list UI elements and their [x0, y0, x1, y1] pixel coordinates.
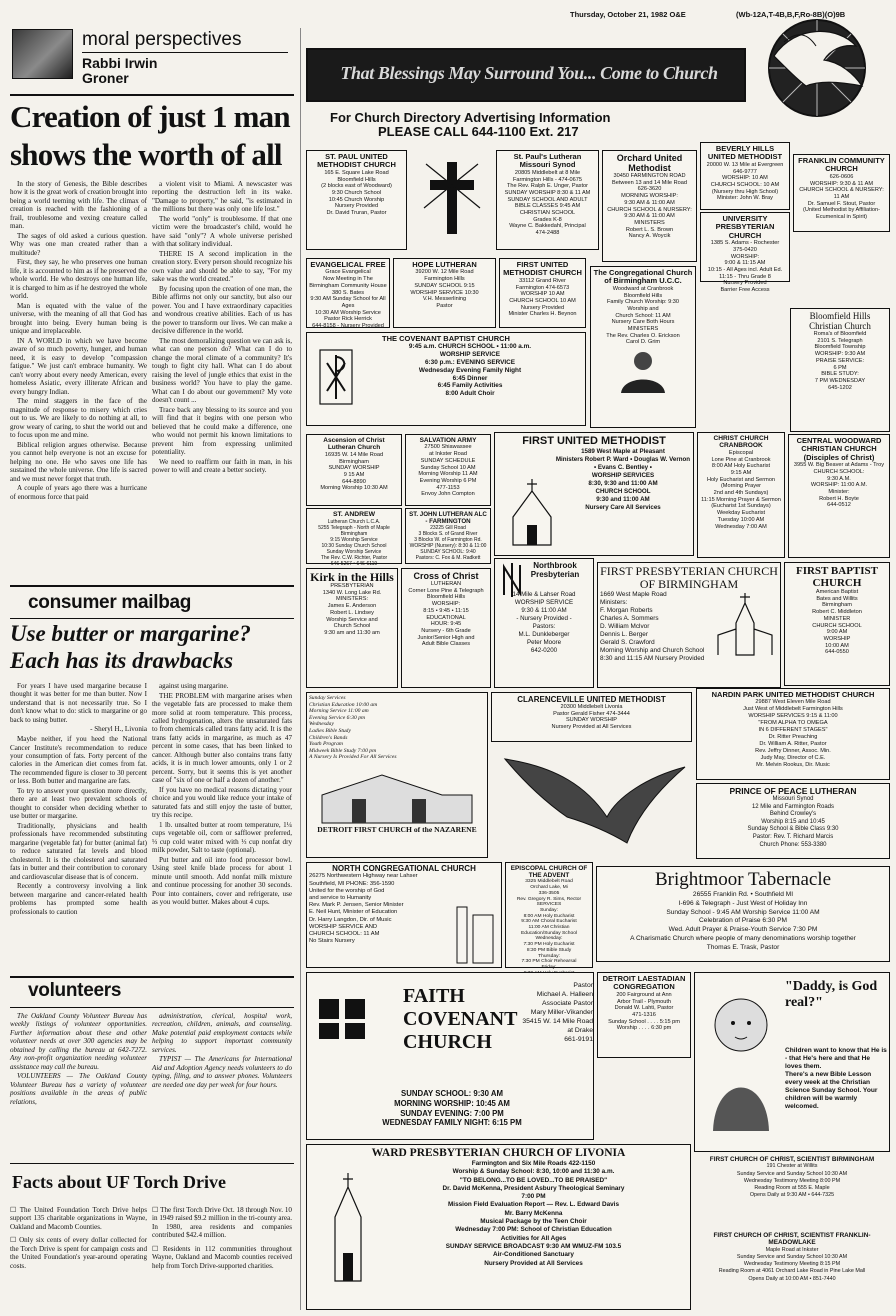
- section-title-mailbag: consumer mailbag: [28, 592, 192, 613]
- mailbag-body-col2: against using margarine. THE PROBLEM with margarine arises when the vegetable fats are processed to make them more solid at room temperature. This process, called hydrogenation, alters the unsaturated fats to from chemicals called trans fatty acid. It is the trans fatty acids in margarine, as much as 47 percent in some cases, that has been linked to cancer. Although butter also contains trans fatty acids, it is in much lower amounts, only 1 or 2 percent. Sorry, but it seems this is yet another case of "six of one or half a dozen of another." If you have no medical reasons dictating your choice and you would like reduce your intake of saturated fats and still enjoy the taste of butter, try this recipe. 1 lb. unsalted butter at room temperature, 1¼ cups vegetable oil, corn or safflower preferred, ⅓ cup cold water mixed with ⅓ cup nonfat dry milk powder, Salt to taste (optional). Put butter and oil into food processor bowl. Using steel knife blade process for about 1 minute until smooth. Add nonfat milk mixture and continue processing for another 30 seconds. Pour into containers, cover and refrigerate, use as you would butter. Makes about 4 cups.: [152, 682, 292, 907]
- ad-first-presbyterian-birmingham: FIRST PRESBYTERIAN CHURCH OF BIRMINGHAM 1669 West Maple Road Ministers: F. Morgan Roberts Charles A. Sommers D. William Mclvor Dennis L. Berger Gerald S. Crawford Morning Worship and Church School 8:30 and 11:15 AM Nursery Provided: [597, 562, 781, 688]
- mailbag-headline-1: Use butter or margarine?: [10, 621, 251, 646]
- ad-university-presbyterian: UNIVERSITY PRESBYTERIAN CHURCH 1385 S. Adams - Rochester 375-0420 WORSHIP: 9:00 & 11:15 AM 10:15 - All Ages incl. Adult Ed. 11:15 - Thru Grade 8 Nursery Provided Barrier Free Access: [700, 212, 790, 282]
- minister-illustration: [613, 349, 673, 393]
- article-headline-2: shows the worth of all: [10, 137, 282, 172]
- ad-faith-covenant: FAITH COVENANT CHURCH Pastor Michael A. Halleen Associate Pastor Mary Miller-Vikander 35415 W. 14 Mile Road at Drake 661-9191 SUNDAY SCHOOL: 9:30 AM MORNING WORSHIP: 10:45 AM SUNDAY EVENING: 7:00 PM WEDNESDAY FAMILY NIGHT: 6:15 PM: [306, 972, 594, 1140]
- ad-ward-presbyterian: WARD PRESBYTERIAN CHURCH OF LIVONIA Farmington and Six Mile Roads 422-1150 Worship & Sunday School: 8:30, 10:00 and 11:30 a.m. "TO BELONG...TO BE LOVED...TO BE PRAISED" Dr. David McKenna, President Asbury Theological Seminary 7:00 PM Mission Field Evaluation Report — Rev. L. Edward Davis Mr. Barry McKenna Musical Package by the Teen Choir Wednesday 7:00 PM: School of Christian Education Activities for All Ages SUNDAY SERVICE BROADCAST 9:30 AM WMUZ-FM 103.5 Air-Conditioned Sanctuary Nursery Provided at All Services: [306, 1144, 691, 1310]
- dove-icon: [744, 16, 890, 108]
- ad-covenant-baptist: THE COVENANT BAPTIST CHURCH 9:45 a.m. CHURCH SCHOOL • 11:00 a.m. WORSHIP SERVICE 6:30 p.m.: EVENING SERVICE Wednesday Evening Family Night 6:45 Dinner 6:45 Family Activities 8:00 Adult Choir: [306, 332, 586, 426]
- n-cross-logo-icon: [501, 563, 523, 597]
- church-building-icon: [501, 477, 563, 547]
- author-name-1: Rabbi Irwin: [82, 55, 158, 71]
- ad-north-congregational: NORTH CONGREGATIONAL CHURCH 26275 Northwestern Highway near Lahser Southfield, MI PHONE: 356-1590 United for the worship of God and service to Humanity Rev. Mark P. Jensen, Senior Minister E. Neil Hunt, Minister of Education Dr. Harry Langdon, Dir. of Music WORSHIP SERVICE AND CHURCH SCHOOL: 11 AM No Stairs Nursery: [306, 862, 502, 968]
- section-title-volunteers: volunteers: [28, 980, 122, 1001]
- ad-christ-church-cranbrook: CHRIST CHURCH CRANBROOK Episcopal Lone Pine at Cranbrook 8:00 AM Holy Eucharist 9:15 AM Holy Eucharist and Sermon (Morning Prayer 2nd and 4th Sundays) 11:15 Morning Prayer & Sermon (Eucharist 1st Sundays) Weekday Eucharist Tuesday 10:00 AM Wednesday 7:00 AM: [697, 432, 785, 558]
- author-photo: [12, 29, 73, 79]
- ad-franklin-community: FRANKLIN COMMUNITY CHURCH 626-0606 WORSHIP: 9:30 & 11 AM CHURCH SCHOOL & NURSERY: 11 AM Dr. Samuel F. Stout, Pastor (United Methodist by Affiliation- Ecumenical in Spirit): [793, 154, 890, 232]
- article-body-col1: In the story of Genesis, the Bible describes how it is the great work of creation brought into being a world teeming with life. The climax of creation is reached with the fashioning of a frail, troublesome and vexing creature called man. The sages of old asked a curious question. Why was one man created rather than a multitude? First, they say, he who preserves one human life, it is accounted to him as if he preserved the whole world. He who destroys one human life, it is charged to him as if he destroyed the whole world. Man is equated with the value of the universe, with the meaning of all that God has brought into being. Every human being is unique and irreplaceable. IN A WORLD in which we have become aware of so much poverty, hunger, and human need, it is easy to develop "compassion fatigue." We just can't embrace humanity. We can't worry about every needy American, every homeless Asiatic, every illiterate African and every hungry Indian. The mind staggers in the face of the magnitude of response to misery which cries out to us. We are likely to do nothing at all, to grow weary of caring, to shut the world out and to focus upon me and mine. Biblical religion argues otherwise. Because you cannot help everyone is not an excuse for helping no one. He who saves one life has sustained the whole universe. One life is sacred and we must never forget that truth. A couple of years ago there was a hurricane of enormous force that paid: [10, 180, 147, 501]
- ad-st-pauls-lutheran: St. Paul's Lutheran Missouri Synod 20805 Middlebelt at 8 Mile Farmington Hills - 474-0675 The Rev. Ralph E. Unger, Pastor SUNDAY WORSHIP 8:30 & 11 AM SUNDAY SCHOOL AND ADULT BIBLE CLASSES 9:45 AM CHRISTIAN SCHOOL Grades K-8 Wayne C. Bakkedahl, Principal 474-2488: [496, 150, 599, 250]
- ad-bloomfield-hills-christian: Bloomfield Hills Christian Church Roma's of Bloomfield 2101 S. Telegraph Bloomfield Township WORSHIP: 9:30 AM PRAISE SERVICE: 6 PM BIBLE STUDY: 7 PM WEDNESDAY 645-1202: [790, 308, 890, 432]
- ad-clarenceville-umc: CLARENCEVILLE UNITED METHODIST 20300 Middlebelt Livonia Pastor Gerald Fisher 474-3444 SUNDAY WORSHIP Nursery Provided at All Services: [491, 692, 692, 742]
- church-steeple-icon: [716, 593, 774, 657]
- church-spire-icon: [323, 1173, 373, 1283]
- ad-beverly-hills-umc: BEVERLY HILLS UNITED METHODIST 20000 W. 13 Mile at Evergreen 646-9777 WORSHIP: 10 AM CHURCH SCHOOL: 10 AM (Nursery thru High School) Minister: John W. Bray: [700, 142, 790, 210]
- torch-col1: ☐ The United Foundation Torch Drive helps support 135 charitable organizations in Wayne, Oakland and Macomb Counties. ☐ Only six cents of every dollar collected for the Torch Drive is spent for campaign costs and the United Foundation's year-around operating costs.: [10, 1206, 147, 1270]
- directory-info-2: PLEASE CALL 644-1100 Ext. 217: [378, 124, 579, 139]
- chi-rho-icon: [319, 349, 353, 405]
- ad-episcopal-advent: EPISCOPAL CHURCH OF THE ADVENT 3325 Middlebelt Road Orchard Lake, Mi 336-3505 Rev. Gregory R. Sims, Rector SERVICES Sunday: 8:00 AM Holy Eucharist 9:30 AM Choral Eucharist 11:00 AM Christian Education/Sunday School Wednesday: 7:30 PM Holy Eucharist 8:30 PM Bible Study Thursday: 7:30 PM Choir Rehearsal Friday:: [505, 862, 593, 968]
- torch-headline: Facts about UF Torch Drive: [12, 1172, 226, 1192]
- ad-first-umc-pleasant: FIRST UNITED METHODIST 1589 West Maple at Pleasant Ministers Robert P. Ward • Douglas W. Vernon • Evans C. Bentley • WORSHIP SERVICES 8:30, 9:30 and 11:00 AM CHURCH SCHOOL 9:30 and 11:00 AM Nursery Care All Services: [494, 432, 694, 556]
- ad-orchard-umc: Orchard United Methodist 30450 FARMINGTON ROAD Between 13 and 14 Mile Road 626-3620 MORNING WORSHIP: 9:30 AM & 11:00 AM CHURCH SCHOOL & NURSERY: 9:30 AM & 11:00 AM MINISTERS Robert L. S. Brown Nancy A. Woycik: [602, 150, 697, 262]
- child-illustration: [699, 983, 783, 1133]
- mailbag-body-col1: For years I have used margarine because I thought it was better for me than butter. Now I understand that is not necessarily true. So I don't know what to do: stick to margarine or go back to using butter. - Sheryl H., Livonia Maybe neither, if you heed the National Cancer Institute's recommendation to reduce your consumption of fats. Forty percent of the calories in the American diet comes from fat. The recommended figure is closer to 30 percent or less. Both butter and margarine are fats. To try to answer your question more directly, there are at least two prevalent schools of thought to consider when deciding whether to use butter or margarine. Traditionally, physicians and health professionals have recommended substituting margarine (vegetable fat) for butter (animal fat) to reduce saturated fat levels and blood cholesterol. It is the cholesterol and saturated fats in butter and their contribution to coronary and cardiovascular disease that is of concern. Recently a controversy involving a link between margarine and cancer-related health problems has prompted some health professionals to caution: [10, 682, 147, 916]
- ad-northbrook-presbyterian: Northbrook Presbyterian 14 Mile & Lahser Road WORSHIP SERVICE 9:30 & 11:00 AM - Nursery Provided - Pastors: M.L. Dunkleberger Peter Moore 642-0200: [494, 558, 594, 688]
- ad-christian-science-birmingham: FIRST CHURCH OF CHRIST, SCIENTIST BIRMINGHAM 191 Chester at Willits Sunday Service and Sunday School 10:30 AM Wednesday Testimony Meeting 8:00 PM Reading Room at 555 E. Maple Opens Daily at 9:30 AM • 644-7325: [709, 1156, 875, 1199]
- ad-first-umc-farmington: FIRST UNITED METHODIST CHURCH 33112 Grand River Farmington 474-6573 WORSHIP 10 AM CHURCH SCHOOL 10 AM Nursery Provided Minister Charles H. Beynon: [499, 258, 586, 328]
- author-name-2: Groner: [82, 70, 129, 86]
- ad-hope-lutheran: HOPE LUTHERAN 39200 W. 12 Mile Road Farmington Hills SUNDAY SCHOOL 9:15 WORSHIP SERVICE 10:30 V.H. Messerlining Pastor: [393, 258, 496, 328]
- ad-christian-science-franklin: FIRST CHURCH OF CHRIST, SCIENTIST FRANKLIN-MEADOWLAKE Maple Road at Inkster Sunday Service and Sunday School 10:30 AM Wednesday Testimony Meeting 8:15 PM Reading Room at 4061 Orchard Lake Road in Pine Lake Mall Opens Daily at 10:00 AM • 851-7440: [713, 1232, 871, 1282]
- directory-info-1: For Church Directory Advertising Information: [330, 110, 611, 125]
- ad-bird-illustration: [491, 745, 692, 855]
- banner-text: That Blessings May Surround You... Come to Church: [340, 63, 718, 83]
- dateline: Thursday, October 21, 1982 O&E: [570, 10, 686, 19]
- dove-flying-icon: [497, 747, 687, 847]
- checkbox-icon: ☐: [10, 1236, 20, 1245]
- church-banner: [306, 48, 746, 102]
- ad-first-baptist: FIRST BAPTIST CHURCH American Baptist Bates and Willits Birmingham Robert C. Middleton MINISTER CHURCH SCHOOL 9:00 AM WORSHIP 10:00 AM 644-0550: [784, 562, 890, 686]
- ad-congregational-birmingham: The Congregational Church of Birmingham U.C.C. Woodward at Cranbrook Bloomfield Hills Family Church Worship: 9:30 Worship and Church School: 11 AM Nursery Care Both Hours MINISTERS The Rev. Charles O. Erickson Carol D. Grim: [590, 266, 696, 428]
- checkbox-icon: ☐: [152, 1206, 161, 1214]
- volunteers-body-col2: administration, clerical, hospital work, recreation, children, animals, and counseling. Make potential paid employment contacts while helping to support important community services. TYPIST — The Americans for International Aid and Adoption Agency needs volunteers to do typing, filing, and to answer phones. Volunteers are needed one day per week for four hours.: [152, 1012, 292, 1089]
- church-building-art: [312, 765, 482, 825]
- ad-st-andrew: ST. ANDREW Lutheran Church L.C.A. 5255 Telegraph - North of Maple Birmingham 9:15 Worship Service 10:30 Sunday Church School Sunday Worship Service The Rev. C.W. Richter, Pastor 646-5267 • 646-6119: [306, 508, 402, 564]
- ad-prince-of-peace: PRINCE OF PEACE LUTHERAN Missouri Synod 12 Mile and Farmington Roads Behind Crowley's Worship 8:15 and 10:45 Sunday School & Bible Class 9:30 Pastor: Rev. T. Richard Marcis Church Phone: 553-3380: [696, 783, 890, 859]
- torch-col2: ☐ The first Torch Drive Oct. 18 through Nov. 10 in 1949 raised $9.2 million in the tri-county area. In 1980, area residents and companies contributed $42.4 million. ☐ Residents in 112 communities throughout Wayne, Oakland and Macomb counties received help from Torch Drive-supported charities.: [152, 1206, 292, 1270]
- volunteers-body-col1: The Oakland County Volunteer Bureau has weekly listings of volunteer opportunities. Further information about these and other volunteer needs at over 300 agencies may be obtained by calling the bureau at 642-7272. Any non-profit organization needing volunteer assistance may call the bureau. VOLUNTEERS — The Oakland County Volunteer Bureau has a variety of volunteer positions available in the areas of public relations,: [10, 1012, 147, 1106]
- cross-icon: [422, 158, 482, 238]
- ad-cross-of-christ: Cross of Christ LUTHERAN Corner Lone Pine & Telegraph Bloomfield Hills WORSHIP: 8:15 • 9:45 • 11:15 EDUCATIONAL HOUR: 9:45 Nursery - 6th Grade Junior/Senior High and Adult Bible Classes: [401, 568, 491, 688]
- article-body-col2: a violent visit to Miami. A newscaster was reporting the destruction left in its wake. "Damage to property," he said, "is estimated in the millions but there was only one life lost." The world "only" is troublesome. If that one victim were the broadcaster's child, would he have said "only"? A whole universe perished with that solitary individual. THERE IS A second implication in the creation story. Every person should recognize his own value and should be able to say, "For my sake was the world created." By focusing upon the creation of one man, the Bible affirms not only our sanctity, but also our power. You and I have extraordinary capacities and wondrous creative abilities. Each of us has the power to transform our lives. We can make a decisive difference in the world. The most demoralizing question we can ask is, what can one person do? What can I do to change the moral climate of a community? It's tough to fight city hall. What can I do about raising the level of jungle ethics that exist in the business world? You have to play the game. What can I do about our government? My vote doesn't count ... Trace back any blessing to its source and you will find that it begins with one person who believed that he could make a difference, one who would not permit his known limitations to prevent him from expressing unlimited potentiality. We need to reaffirm our faith in man, in his power to will and create a better society.: [152, 180, 292, 475]
- road-map-icon: [449, 905, 497, 965]
- ad-kirk-in-the-hills: Kirk in the Hills PRESBYTERIAN 1340 W. Long Lake Rd. MINISTERS: James E. Anderson Robert L. Lindsey Worship Service and Church School 9:30 am and 11:30 am: [306, 568, 398, 688]
- ad-nazarene: Sunday Services Christian Education 10:00 am Morning Service 11:00 am Evening Service 6:30 pm Wednesday Ladies Bible Study Children's Bands Youth Program Midweek Bible Study 7:00 pm A Nursery Is Provided For All Services DETROIT FIRST CHURCH of the NAZARENE: [306, 692, 488, 858]
- ad-salvation-army: SALVATION ARMY 27500 Shiawassee at Inkster Road SUNDAY SCHEDULE Sunday School 10 AM Morning Worship 11 AM Evening Worship 6 PM 477-1153 Envoy John Compton: [405, 434, 491, 506]
- ad-daddy-is-god-real: "Daddy, is God real?" Children want to know that He is - that He's here and that He loves them. There's a new Bible Lesson every week at the Christian Science Sunday School. Your children will be warmly welcomed.: [694, 972, 890, 1152]
- ad-detroit-laestadian: DETROIT LAESTADIAN CONGREGATION 200 Fairground at Ann Arbor Trail - Plymouth Donald W. Lahti, Pastor 471-1316 Sunday School . . . . 5:15 pm Worship . . . . 6:30 pm: [597, 972, 691, 1058]
- ad-st-john-lutheran: ST. JOHN LUTHERAN ALC - FARMINGTON 23225 Gill Road 3 Blocks S. of Grand River 3 Blocks W. of Farmington Rd. WORSHIP (Nursery): 8:30 & 11:00 SUNDAY SCHOOL: 9:40 Pastors: C. Fox & M. Radkett: [405, 508, 491, 564]
- faith-covenant-logo: [315, 993, 385, 1043]
- checkbox-icon: ☐: [10, 1206, 20, 1214]
- ad-evangelical-free: EVANGELICAL FREE Grace Evangelical Now Meeting in The Birmingham Community House 380 S. Bates 9:30 AM Sunday School for All Ages 10:30 AM Worship Service Pastor Rick Herrick 644-8158 - Nursery Provided: [306, 258, 390, 328]
- ad-central-woodward: CENTRAL WOODWARD CHRISTIAN CHURCH (Disciples of Christ) 3955 W. Big Beaver at Adams - Troy CHURCH SCHOOL: 9:30 A.M. WORSHIP: 11:00 A.M. Minister: Robert H. Boyte 644-0512: [788, 434, 890, 558]
- page-code: (Wb-12A,T-4B,B,F,Ro-8B)(O)9B: [736, 10, 846, 19]
- ad-st-paul-umc: ST. PAUL UNITED METHODIST CHURCH 165 E. Square Lake Road Bloomfield Hills (2 blocks east of Woodward) 9:30 Church School 10:45 Church Worship Nursery Provided Dr. David Truran, Pastor: [306, 150, 407, 250]
- ad-brightmoor-tabernacle: Brightmoor Tabernacle 26555 Franklin Rd. • Southfield MI I-696 & Telegraph - Just West of Holiday Inn Sunday School - 9:45 AM Worship Service 11:00 AM Celebration of Praise 6:30 PM Wed. Adult Prayer & Praise-Youth Service 7:30 PM A Charismatic Church where people of many denominations worship together Thomas E. Trask, Pastor: [596, 866, 890, 962]
- ad-cross-art: [410, 150, 494, 250]
- ad-ascension-lutheran: Ascension of Christ Lutheran Church 16935 W. 14 Mile Road Birmingham SUNDAY WORSHIP 9 15 AM 644-8890 Morning Worship 10:30 AM: [306, 434, 402, 506]
- mailbag-headline-2: Each has its drawbacks: [10, 648, 234, 673]
- article-headline-1: Creation of just 1 man: [10, 99, 290, 134]
- section-title-moral: moral perspectives: [82, 29, 242, 50]
- checkbox-icon: ☐: [152, 1244, 163, 1253]
- ad-nardin-park-umc: NARDIN PARK UNITED METHODIST CHURCH 29887 West Eleven Mile Road Just West of Middlebelt Farmington Hills WORSHIP SERVICES 9:15 & 11:00 "FROM ALPHA TO OMEGA IN 6 DIFFERENT STAGES" Dr. Ritter Preaching Dr. William A. Ritter, Pastor Rev. Jeffry Dinner, Assoc. Min. Judy May, Director of C.E. Mr. Melvin Rookus, Dir. Music: [696, 688, 890, 780]
